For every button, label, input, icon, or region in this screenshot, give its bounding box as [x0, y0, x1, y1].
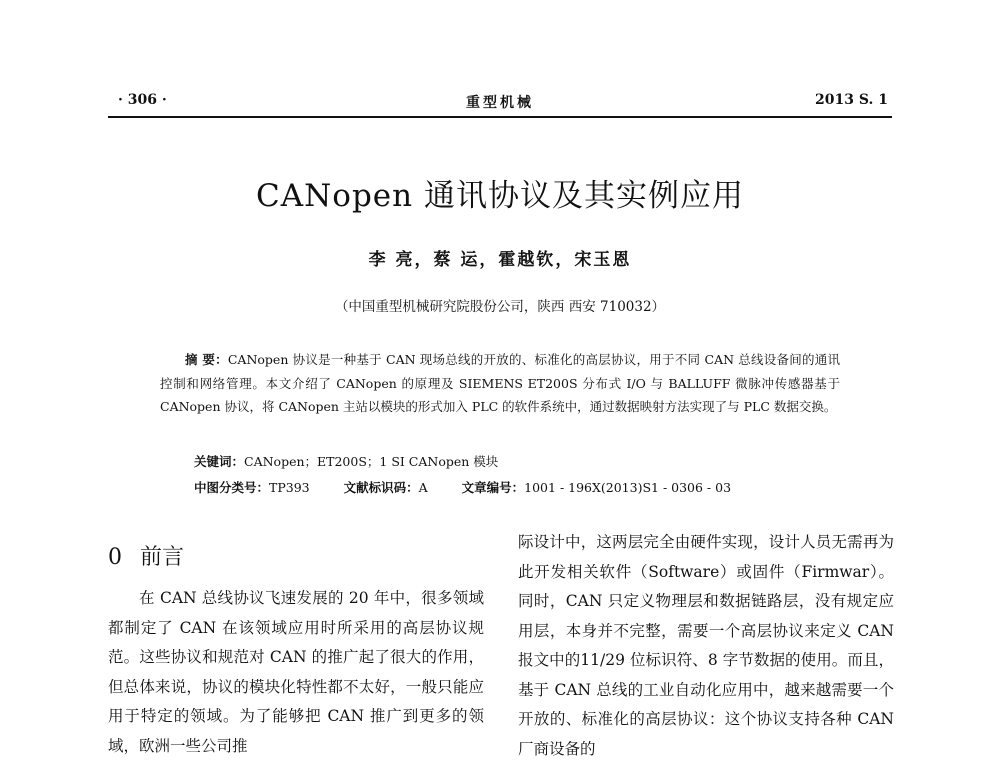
affiliation: （中国重型机械研究院股份公司，陕西 西安 710032）	[334, 299, 666, 315]
section-title: 前言	[140, 545, 185, 570]
body-right-column	[518, 528, 894, 764]
keywords	[194, 452, 498, 470]
author-list: 李 亮，蔡 运，霍越钦，宋玉恩	[368, 250, 632, 270]
clc-value: TP393	[269, 480, 310, 495]
doc-code-value: A	[418, 480, 428, 495]
body-paragraph-right: 际设计中，这两层完全由硬件实现，设计人员无需再为此开发相关软件（Software）或固件（Firmwar）。同时，CAN 只定义物理层和数据链路层，没有规定应用层，本身并不完整，需要一个高层协议来定义 CAN 报文中的11/29 位标识符、8 字节数据的使用。而且，基于 CAN 总线的工业自动化应用中，越来越需要一个开放的、标准化的高层协议：这个协议支持各种 CAN 厂商设备的	[518, 533, 894, 758]
journal-name: 重型机械	[466, 95, 534, 111]
body-left-column	[108, 584, 484, 761]
body-paragraph-left: 在 CAN 总线协议飞速发展的 20 年中，很多领域都制定了 CAN 在该领域应用时所采用的高层协议规范。这些协议和规范对 CAN 的推广起了很大的作用，但总体来说，协议的模块化特性都不太好，一般只能应用于特定的领域。为了能够把 CAN 推广到更多的领域，欧洲一些公司推	[108, 589, 484, 755]
keywords-label: 关键词：	[194, 454, 245, 469]
keywords-text: CANopen；ET200S；1 SI CANopen 模块	[244, 454, 499, 469]
section-heading	[108, 540, 184, 571]
header-divider	[108, 116, 892, 118]
doc-code-label: 文献标识码：	[343, 480, 419, 495]
classification-line	[194, 478, 854, 496]
running-header	[108, 90, 892, 116]
abstract-paragraph	[160, 348, 840, 419]
issue-label: 2013 S. 1	[815, 92, 888, 108]
abstract	[160, 348, 840, 419]
article-no-value: 1001 - 196X(2013)S1 - 0306 - 03	[524, 480, 732, 495]
article-no-label: 文章编号：	[461, 480, 525, 495]
section-number: 0	[108, 545, 122, 570]
clc-label: 中图分类号：	[194, 480, 270, 495]
abstract-label: 摘 要：	[185, 352, 228, 367]
abstract-text: CANopen 协议是一种基于 CAN 现场总线的开放的、标准化的高层协议，用于不同 CAN 总线设备间的通讯控制和网络管理。本文介绍了 CANopen 的原理及 SIEMENS ET200S 分布式 I/O 与 BALLUFF 微脉冲传感器基于 CANopen 协议，将 CANopen 主站以模块的形式加入 PLC 的软件系统中，通过数据映射方法实现了与 PLC 数据交换。	[160, 352, 840, 414]
paper-title: CANopen 通讯协议及其实例应用	[256, 178, 744, 214]
page-number: · 306 ·	[118, 92, 167, 108]
